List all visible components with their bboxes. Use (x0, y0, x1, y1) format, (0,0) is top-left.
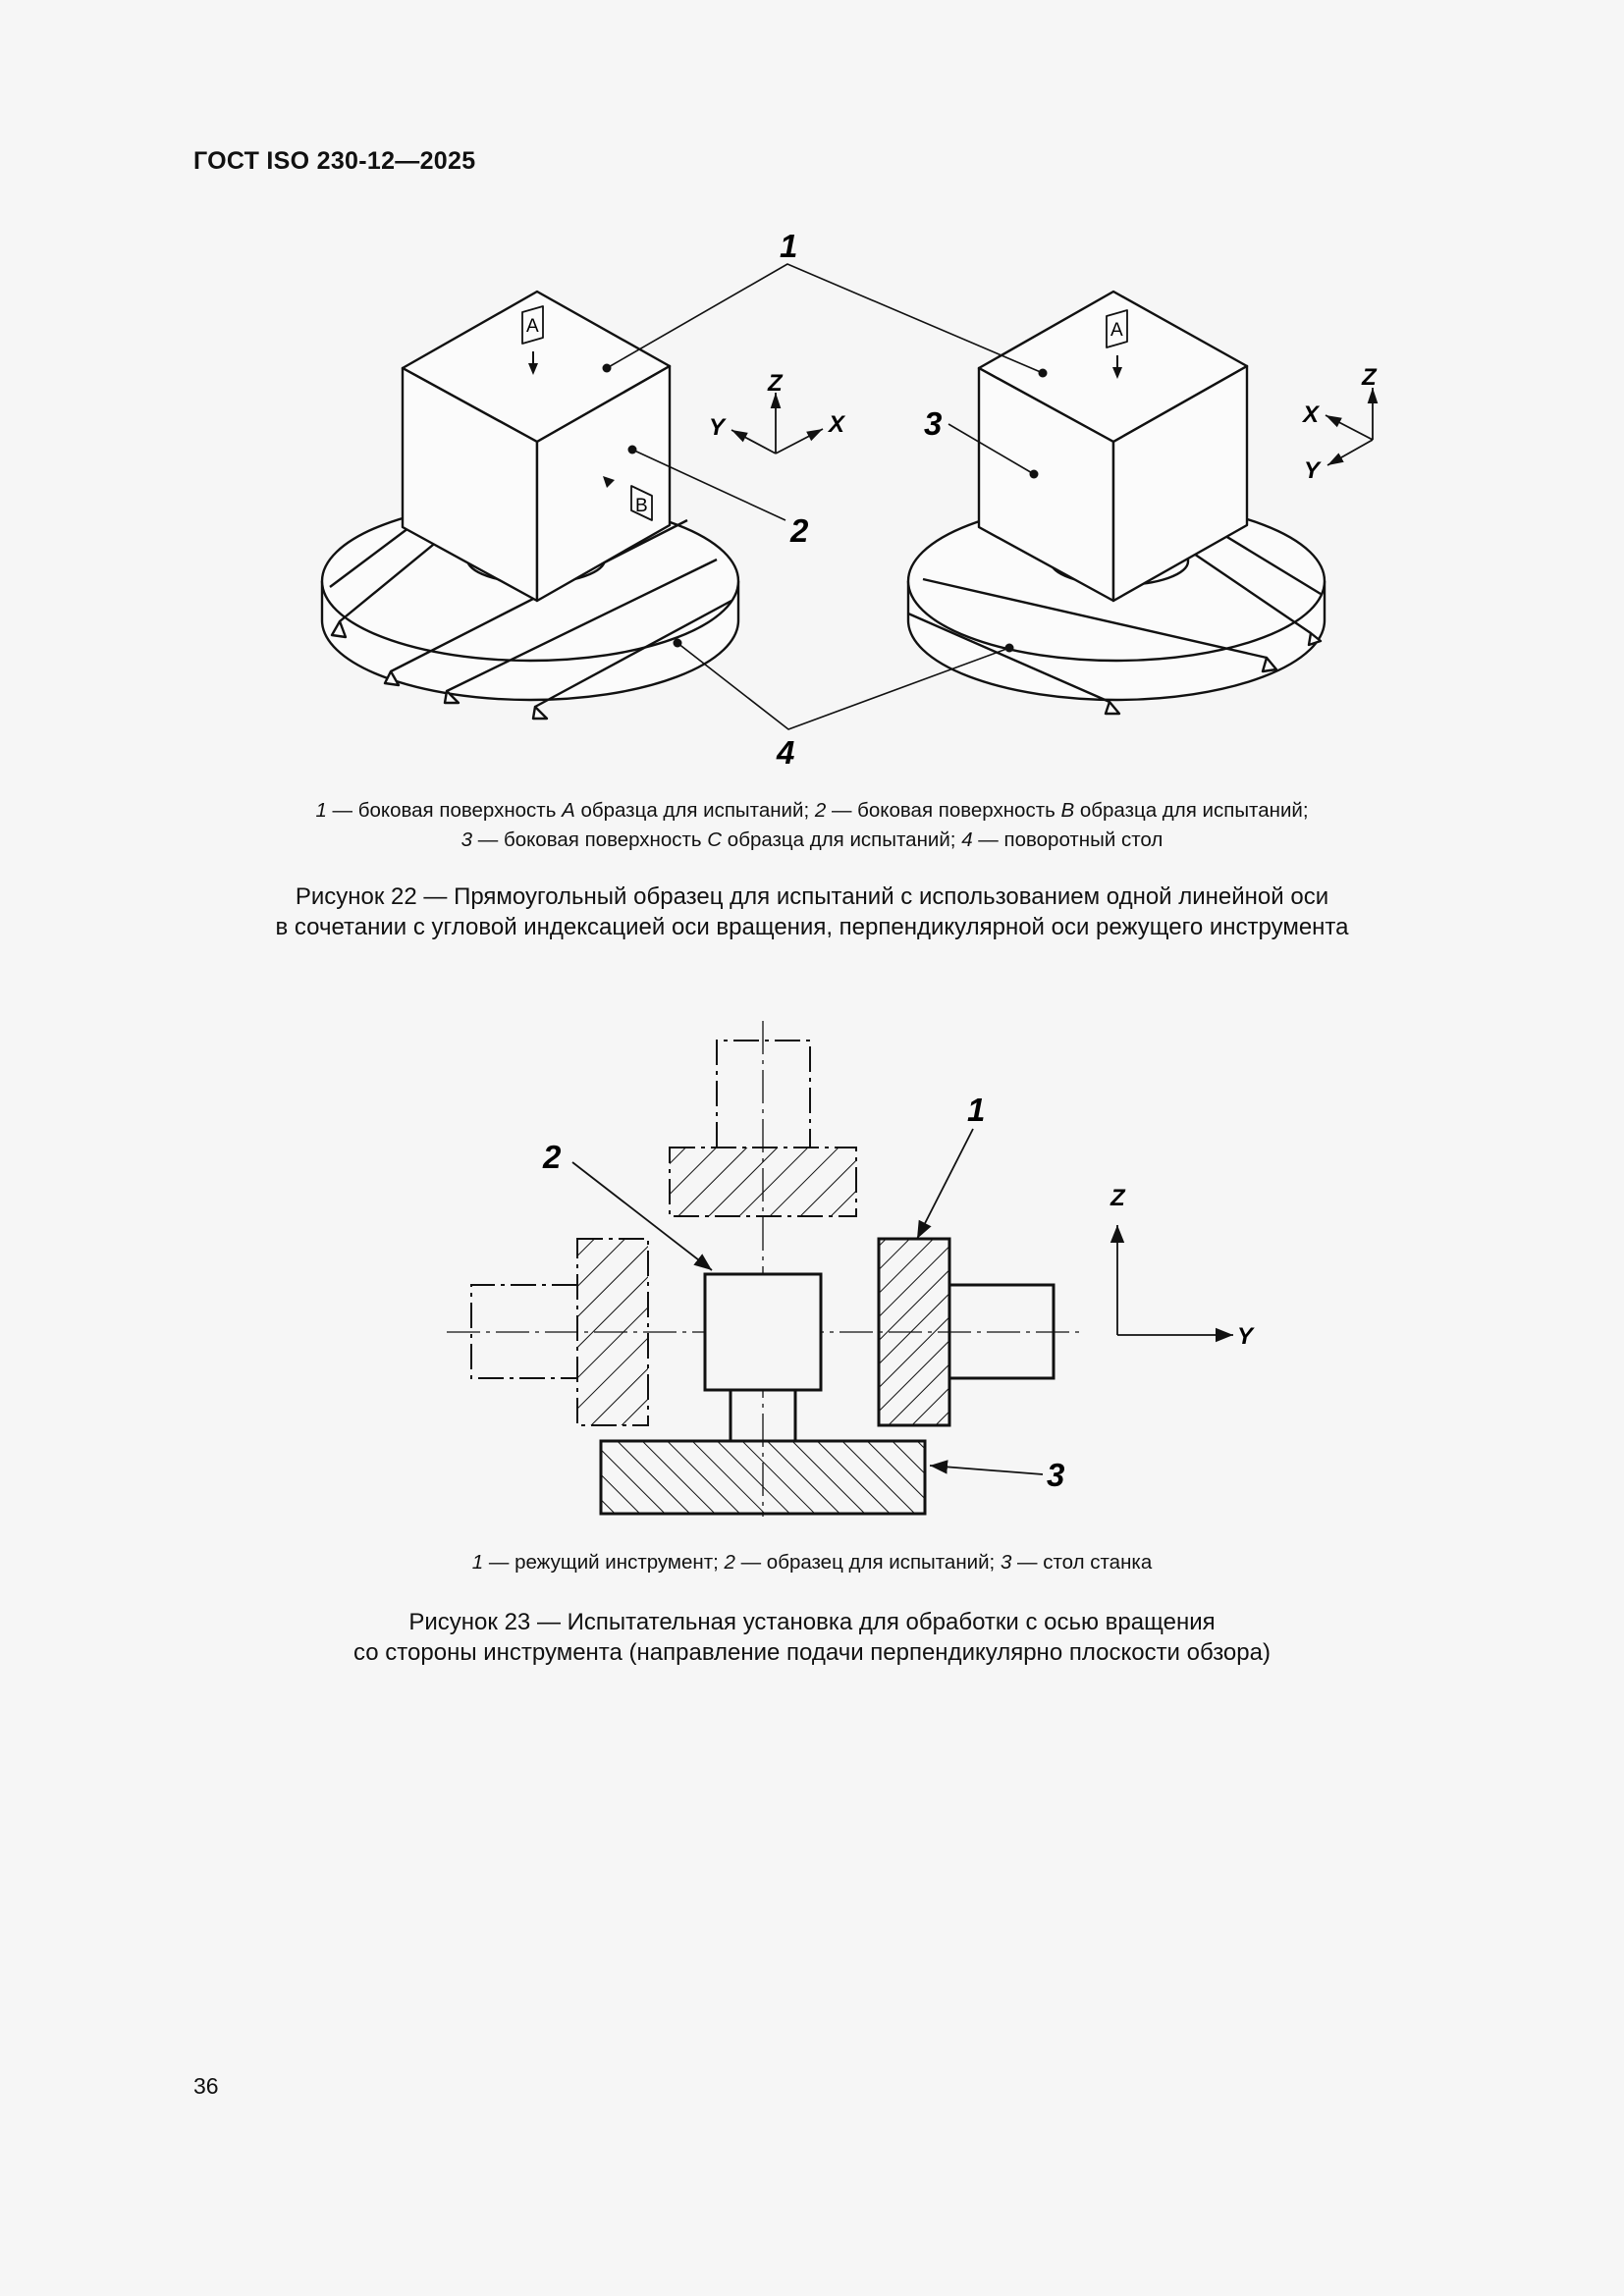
figure-22-caption-line-1: Рисунок 22 — Прямоугольный образец для испытаний с использованием одной линейной оси (295, 883, 1329, 910)
figure-22-legend (0, 796, 1624, 855)
legend-key: C (707, 828, 723, 851)
legend-key: 4 (961, 828, 973, 851)
callout-1: 1 (780, 228, 798, 264)
axis-label-y-left: Y (709, 414, 726, 441)
figure-22-legend-line-1 (0, 796, 1624, 826)
legend-text: — стол станка (1011, 1551, 1153, 1574)
legend-key: A (562, 799, 575, 822)
legend-text: — поворотный стол (972, 828, 1164, 851)
callout-2: 2 (790, 512, 809, 549)
legend-text: — боковая поверхность (826, 799, 1061, 822)
legend-key: 2 (814, 799, 827, 822)
document-header: ГОСТ ISO 230-12—2025 (193, 147, 476, 175)
figure-22-caption-line-2: в сочетании с угловой индексацией оси вращения, перпендикулярной оси режущего инструмента (275, 914, 1349, 940)
axis-label-z-right: Z (1362, 364, 1377, 391)
legend-text: — боковая поверхность (326, 799, 563, 822)
axis-label-y: Y (1237, 1323, 1254, 1350)
callout-3-fig23: 3 (1047, 1457, 1065, 1493)
legend-key: 1 (315, 799, 327, 822)
callout-1-fig23: 1 (967, 1092, 986, 1128)
machine-table (601, 1441, 925, 1514)
figure-23-caption-line-2: со стороны инструмента (направление подачи перпендикулярно плоскости обзора) (353, 1639, 1271, 1666)
legend-text: образца для испытаний; (722, 828, 962, 851)
figure-22-caption (0, 881, 1624, 942)
figure-23-caption-line-1: Рисунок 23 — Испытательная установка для обработки с осью вращения (408, 1609, 1216, 1635)
figure-22-drawing (0, 0, 1624, 785)
axis-label-z-left: Z (768, 370, 783, 397)
face-marker-a-right: A (1110, 320, 1123, 341)
callout-4: 4 (777, 734, 795, 771)
legend-key: 1 (471, 1551, 484, 1574)
page-number: 36 (193, 2073, 219, 2099)
legend-text: образца для испытаний; (574, 799, 815, 822)
legend-text: — образец для испытаний; (734, 1551, 1001, 1574)
figure-23-drawing (0, 982, 1624, 1551)
legend-text: образца для испытаний; (1074, 799, 1309, 822)
callout-2-fig23: 2 (543, 1139, 562, 1175)
figure-22-legend-line-2 (0, 826, 1624, 855)
legend-key: B (1060, 799, 1075, 822)
legend-text: — боковая поверхность (472, 828, 708, 851)
legend-text: — режущий инструмент; (483, 1551, 725, 1574)
legend-key: 3 (1000, 1551, 1012, 1574)
legend-key: 3 (460, 828, 473, 851)
axis-label-z: Z (1110, 1185, 1125, 1211)
face-marker-a-left: A (526, 316, 539, 337)
axis-label-x-left: X (829, 411, 845, 438)
figure-23-caption (0, 1607, 1624, 1668)
axis-label-x-right: X (1303, 401, 1320, 428)
axis-label-y-right: Y (1304, 457, 1321, 484)
face-marker-b: B (635, 496, 648, 516)
figure-23-legend (0, 1548, 1624, 1577)
callout-3: 3 (924, 405, 943, 442)
legend-key: 2 (724, 1551, 735, 1574)
